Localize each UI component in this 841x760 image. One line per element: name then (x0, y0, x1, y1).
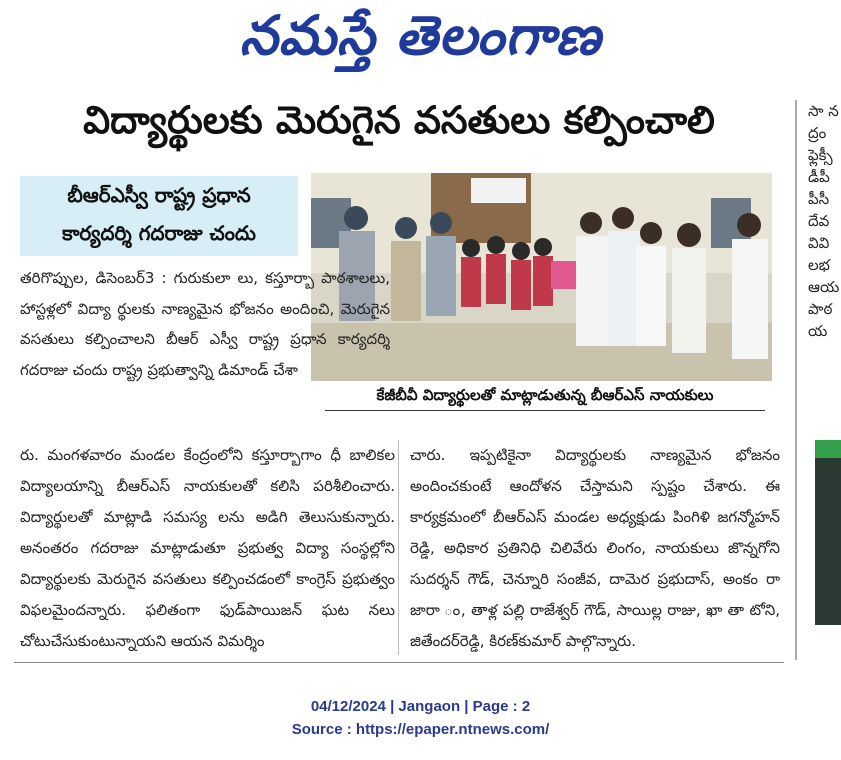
column-divider (398, 440, 399, 655)
article-body-intro (20, 263, 390, 385)
adjacent-article-photo (815, 440, 841, 625)
subhead-line-2: కార్యదర్శి గదరాజు చందు (62, 221, 256, 245)
newspaper-masthead (0, 0, 841, 78)
adjacent-article-fragment: సా న ద్రం ఫ్లెక్సీ డీపీ పీసీ దేవ వివి లభ ఆయ పాఠ య (808, 102, 840, 340)
source-link[interactable]: Source : https://epaper.ntnews.com/ (291, 721, 550, 738)
article-body-left-column: రు. మంగళవారం మండల కేంద్రంలోని కస్తూర్బాగాం ధీ బాలికల విద్యాలయాన్ని బీఆర్ఎస్ నాయకులతో కలిసి పరిశీలించారు. విద్యార్థులతో మాట్లాడి సమస్య లను అడిగి తెలుసుకున్నారు. అనంతరం గదరాజు మాట్లాడుతూ ప్రభుత్వ విద్యా సంస్థల్లోని విద్యార్థులకు మెరుగైన వసతులు కల్పించడంలో కాంగ్రెస్ ప్రభుత్వం విఫలమైందన్నారు. ఫలితంగా ఫుడ్‌పాయిజన్ ఘట నలు చోటుచేసుకుంటున్నాయని ఆయన విమర్శిం (20, 446, 395, 650)
article-intro-paragraph: తరిగొప్పుల, డిసెంబర్3 : గురుకులా లు, కస్తూర్బా పాఠశాలలు, హాస్టళ్లలో విద్యా ర్థులకు నాణ్యమైన భోజనం అందించి, మెరుగైన వసతులు కల్పించాలని బీఆర్ ఎస్వీ రాష్ట్ర ప్రధాన కార్యదర్శి గదరాజు చందు రాష్ట్ర ప్రభుత్వాన్ని డిమాండ్ చేశా (20, 269, 390, 379)
caption-underline (325, 410, 765, 411)
subhead-line-1: బీఆర్ఎస్వీ రాష్ట్ర ప్రధాన (67, 183, 251, 207)
article-subhead-box (20, 176, 298, 256)
article-body-right-column: చారు. ఇప్పటికైనా విద్యార్థులకు నాణ్యమైన భోజనం అందించకుంటే ఆందోళన చేస్తామని స్పష్టం చేశారు. ఈ కార్యక్రమంలో బీఆర్ఎస్ మండల అధ్యక్షుడు పింగిళి జగన్మోహన్ రెడ్డి, అధికార ప్రతినిధి చిలివేరు లింగం, నాయకులు జొన్నగోని సుదర్శన్ గౌడ్, చెన్నూరి సంజీవ, దామెర ప్రభుదాస్, అంకం రా జారా ం, తాళ్ల పల్లి రాజేశ్వర్ గౌడ్, సాయిల్ల రాజు, ఖా తా టోని, జితేందర్‌రెడ్డి, కిరణ్‌కుమార్ పాల్గొన్నారు. (410, 446, 780, 650)
article-headline: విద్యార్థులకు మెరుగైన వసతులు కల్పించాలి (83, 98, 715, 142)
article-bottom-rule (14, 662, 784, 663)
edition-info: 04/12/2024 | Jangaon | Page : 2 (310, 698, 531, 715)
photo-caption: కేజీబీవీ విద్యార్థులతో మాట్లాడుతున్న బీఆర్ఎస్ నాయకులు (376, 386, 714, 404)
masthead-logo-text: నమస్తే తెలంగాణ (239, 4, 602, 67)
side-article-divider (795, 100, 797, 660)
